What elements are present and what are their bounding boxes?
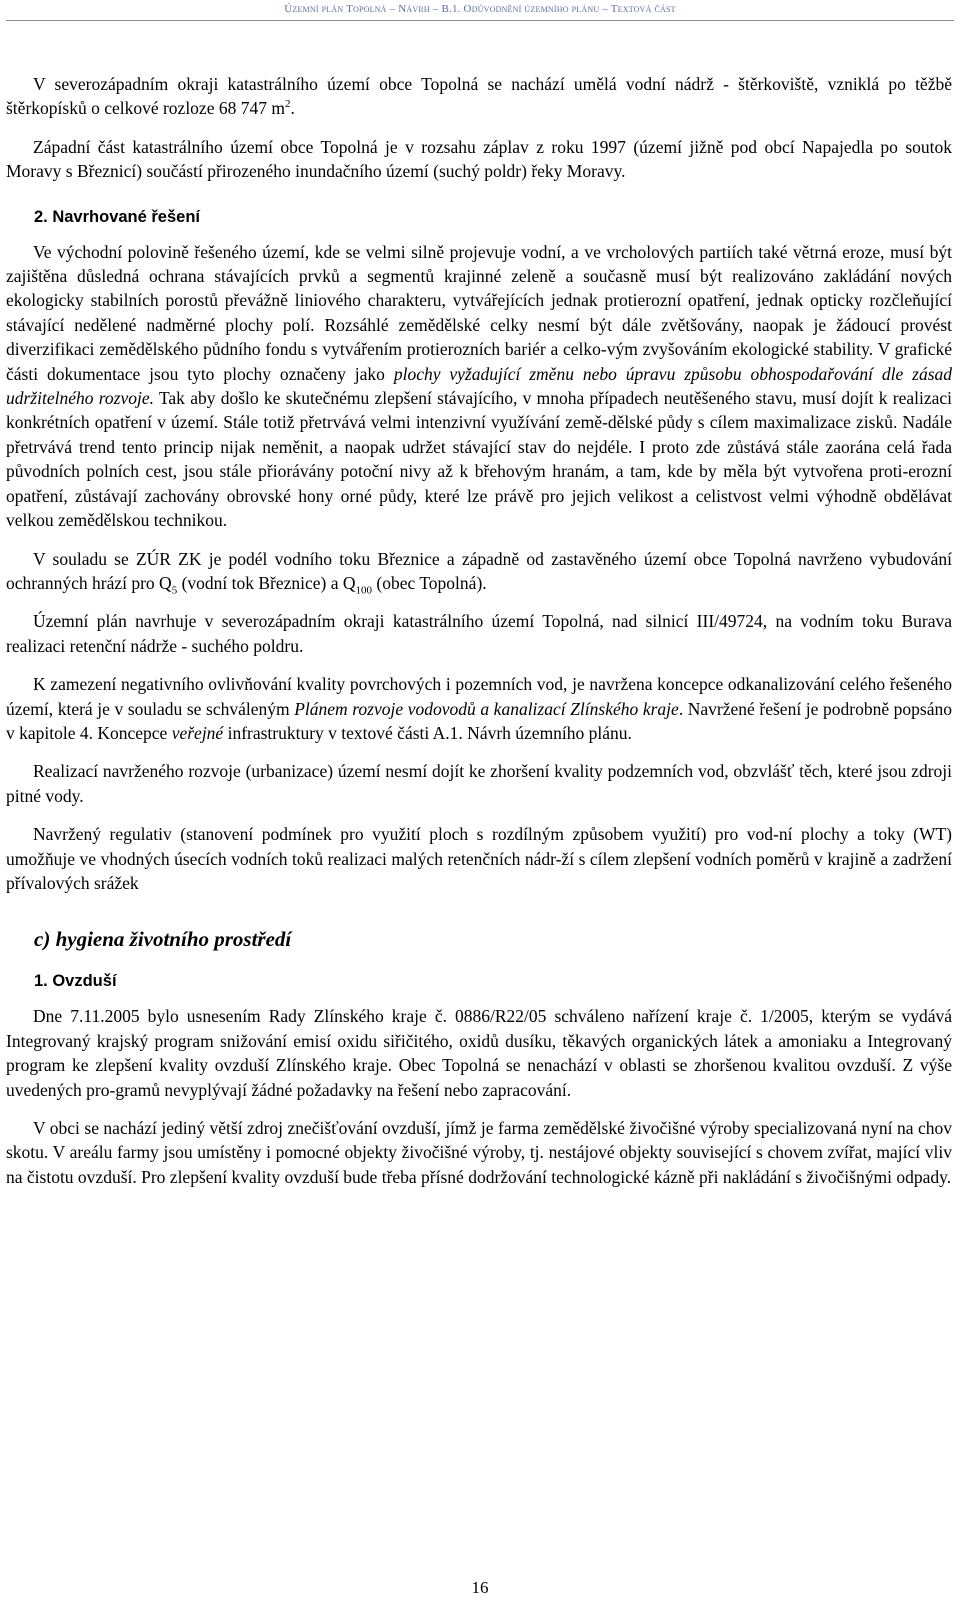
paragraph-text: . Navržené řešení je podrobně popsáno v kapitole 4. Koncepce bbox=[6, 698, 953, 743]
paragraph-text: V severozápadním okraji katastrálního území obce Topolná se nachází umělá vodní nádrž - štěrkoviště, vzniklá po těžbě štěrkopísků o celkové rozloze 68 747 m bbox=[6, 74, 952, 119]
subscript: 5 bbox=[171, 584, 178, 597]
running-header: Územní plán Topolná – Návrh – B.1. Odůvodnění územního plánu – Textová část bbox=[284, 3, 676, 15]
page-number: 16 bbox=[471, 1578, 489, 1597]
section-heading-navrh: 2. Navrhované řešení bbox=[34, 207, 200, 226]
paragraph-text: V souladu se ZÚR ZK je podél vodního toku Březnice a západně od zastavěného území obce Topolná navrženo vybudování ochranných hrází pro Q bbox=[6, 548, 952, 593]
paragraph-regulativ: Navržený regulativ (stanovení podmínek pro využití ploch s rozdílným způsobem využití) pro vod-ní plochy a toky (WT) umožňuje ve vhodných úsecích vodních toků realizaci malých retenčních nádr-ží s cílem zlepšení vodních poměrů v krajině a zadržení přívalových srážek bbox=[6, 824, 952, 893]
italic-text: veřejné bbox=[171, 722, 224, 743]
paragraph-text: infrastruktury v textové části A.1. Návrh územního plánu. bbox=[223, 722, 632, 743]
italic-text: plochy vyžadující změnu nebo úpravu způsobu obhospodařování dle zásad udržitelného rozvoje. bbox=[6, 363, 953, 409]
section-heading-hygiena: c) hygiena životního prostředí bbox=[34, 927, 292, 952]
paragraph-text: (obec Topolná). bbox=[372, 572, 487, 593]
paragraph-hraze bbox=[6, 547, 952, 596]
italic-text: Plánem rozvoje vodovodů a kanalizací Zlínského kraje bbox=[294, 698, 679, 719]
paragraph-poldr: Územní plán navrhuje v severozápadním okraji katastrálního území Topolná, nad silnicí III/49724, na vodním toku Burava realizaci retenční nádrže - suchého poldru. bbox=[6, 611, 952, 656]
paragraph-narizeni-kraje: Dne 7.11.2005 bylo usnesením Rady Zlínského kraje č. 0886/R22/05 schváleno nařízení kraje č. 1/2005, kterým se vydává Integrovaný krajský program snižování emisí oxidu siřičitého, oxidů dusíku, těkavých organických látek a amoniaku a Integrovaný program ke zlepšení kvality ovzduší Zlínského kraje. Obec Topolná se nenachází v oblasti se zhoršenou kvalitou ovzduší. Z výše uvedených pro-gramů nevyplývají žádné požadavky na řešení nebo zapracování. bbox=[6, 1006, 952, 1100]
paragraph-text: (vodní tok Březnice) a Q bbox=[177, 572, 356, 593]
paragraph-text: Tak aby došlo ke skutečnému zlepšení stávajícího, v mnoha případech neutěšeného stavu, musí dojít k realizaci konkrétních opatření v území. Stále totiž přetrvává velmi intenzivní využívání země-dělské půdy s cílem maximalizace zisků. Nadále přetrvává trend tento princip nijak neměnit, a naopak udržet stávající stav do nejdéle. I proto zde zůstává stále zaorána celá řada původních polních cest, jsou stále přiorávány potoční nivy až k břehovým hranám, a tam, kde by měla být vytvořena proti-erozní opatření, zůstávají zachovány obrovské hony orné půdy, které lze právě pro jejich velikost a celistvost velmi výhodně obdělávat velkou zemědělskou technikou. bbox=[6, 388, 952, 531]
document-body bbox=[6, 72, 952, 1189]
paragraph-text: . bbox=[290, 98, 295, 119]
paragraph-kanalizace bbox=[6, 672, 952, 745]
subsection-heading-ovzdusi: 1. Ovzduší bbox=[34, 972, 117, 991]
paragraph-text: K zamezení negativního ovlivňování kvality povrchových i pozemních vod, je navržena koncepce odkanalizování celého řešeného území, která je v souladu se schváleným bbox=[6, 674, 952, 719]
paragraph-eroze bbox=[6, 240, 952, 533]
paragraph-sterkoviste bbox=[6, 72, 952, 121]
subscript: 100 bbox=[355, 584, 373, 597]
paragraph-podzemni-vody: Realizací navrženého rozvoje (urbanizace) území nesmí dojít ke zhoršení kvality podzemních vod, obzvlášť těch, které jsou zdroji pitné vody. bbox=[6, 761, 952, 806]
paragraph-text: Ve východní polovině řešeného území, kde se velmi silně projevuje vodní, a ve vrcholových partiích také větrná eroze, musí být zajištěna důsledná ochrana stávajících prvků a segmentů krajinné zeleně a současně musí být realizováno zakládání nových ekologicky stabilních porostů převážně liniového charakteru, vytvářejících jednak protierozní opatření, jednak opticky rozčleňující stávající nedělené nadměrné plochy polí. Rozsáhlé zemědělské celky nesmí být dále zvětšovány, naopak je žádoucí provést diverzifikaci zemědělského půdního fondu s vytvářením protierozních bariér a celko-vým zvyšováním ekologické stability. V grafické části dokumentace jsou tyto plochy označeny jako bbox=[6, 241, 952, 384]
paragraph-zaplavy: Západní část katastrálního území obce Topolná je v rozsahu záplav z roku 1997 (území jižně pod obcí Napajedla po soutok Moravy s Březnicí) součástí přirozeného inundačního území (suchý poldr) řeky Moravy. bbox=[6, 136, 952, 182]
superscript: 2 bbox=[284, 98, 291, 111]
header-divider bbox=[6, 20, 954, 21]
paragraph-farma: V obci se nachází jediný větší zdroj znečišťování ovzduší, jímž je farma zemědělské živočišné výroby specializovaná nyní na chov skotu. V areálu farmy jsou umístěny i pomocné objekty živočišné výroby, tj. nestájové objekty související s chovem zvířat, mající vliv na čistotu ovzduší. Pro zlepšení kvality ovzduší bude třeba přísné dodržování technologické kázně při nakládání s živočišnými odpady. bbox=[6, 1118, 952, 1187]
